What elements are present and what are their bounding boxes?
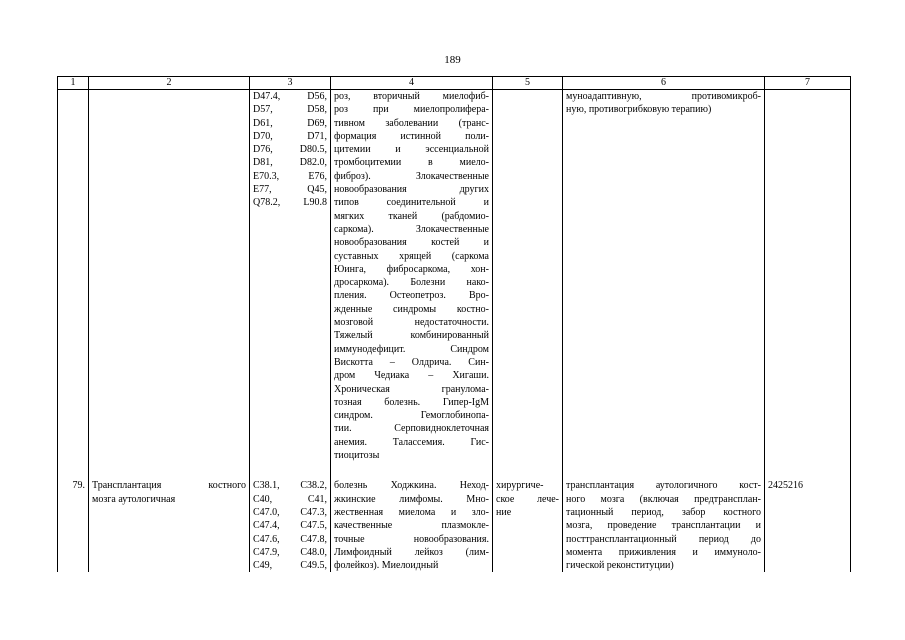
spacer-cell (250, 462, 331, 479)
service-name-cell (89, 479, 250, 572)
row-spacer (58, 462, 851, 479)
icd-codes-line: C47.6, C47.8, (253, 533, 327, 545)
column-header: 4 (331, 77, 493, 90)
column-header: 5 (493, 77, 563, 90)
patient-model-line: фиброз). Злокачественные (334, 170, 489, 182)
spacer-cell (58, 462, 89, 479)
patient-model-line: жественная миелома и зло- (334, 506, 489, 518)
treatment-method-line: ную, противогрибковую терапию) (566, 104, 712, 116)
icd-codes-line: D70, D71, (253, 130, 327, 142)
patient-model-line: пления. Остеопетроз. Вро- (334, 290, 489, 302)
patient-model-line: роз при миелопролифера- (334, 104, 489, 116)
treatment-type-line: ское лече- (496, 493, 559, 505)
patient-model-line: дросаркома). Болезни нако- (334, 277, 489, 289)
icd-codes-line: C49, C49.5, (253, 560, 327, 572)
column-header: 7 (765, 77, 851, 90)
treatment-method-line: посттрансплантационный период до (566, 533, 761, 545)
icd-codes-line: E70.3, E76, (253, 170, 327, 182)
patient-model-line: качественные плазмокле- (334, 520, 489, 532)
treatment-method-line: трансплантация аутологичного кост- (566, 480, 761, 492)
patient-model-line: формация истинной поли- (334, 130, 489, 142)
patient-model-line: фолейкоз). Миелоидный (334, 560, 439, 572)
spacer-cell (89, 462, 250, 479)
patient-model-line: Вискотта – Олдрича. Син- (334, 356, 489, 368)
patient-model-line: дром Чедиака – Хигаши. (334, 370, 489, 382)
table-row (58, 479, 851, 572)
row-number-cell (58, 90, 89, 463)
patient-model-line: точные новообразования. (334, 533, 489, 545)
treatment-type-line: ние (496, 506, 512, 518)
patient-model-line: новообразования костей и (334, 237, 489, 249)
icd-codes-line: C47.9, C48.0, (253, 546, 327, 558)
patient-model-line: тивном заболевании (транс- (334, 117, 489, 129)
row-number-cell: 79. (58, 479, 89, 572)
patient-model-line: роз, вторичный миелофиб- (334, 91, 489, 102)
treatment-type-cell (493, 90, 563, 463)
patient-model-line: Юинга, фибросаркома, хон- (334, 263, 489, 275)
treatment-method-line: гической реконституции) (566, 560, 674, 572)
spacer-cell (765, 462, 851, 479)
treatment-method-line: тационный период, забор костного (566, 506, 761, 518)
patient-model-line: тиоцитозы (334, 450, 380, 462)
treatment-method-line: момента приживления и иммуноло- (566, 546, 761, 558)
treatment-method-line: ного мозга (включая предтрансплан- (566, 493, 761, 505)
patient-model-line: мягких тканей (рабдомио- (334, 210, 489, 222)
patient-model-line: Лимфоидный лейкоз (лим- (334, 546, 489, 558)
patient-model-line: жденные синдромы костно- (334, 303, 489, 315)
icd-codes-line: C47.0, C47.3, (253, 506, 327, 518)
column-header: 6 (563, 77, 765, 90)
page-number: 189 (444, 54, 461, 66)
treatment-type-cell (493, 479, 563, 572)
patient-model-line: суставных хрящей (саркома (334, 250, 489, 262)
patient-model-line: жкинские лимфомы. Мно- (334, 493, 489, 505)
column-header: 3 (250, 77, 331, 90)
patient-model-line: типов соединительной и (334, 197, 489, 209)
treatment-method-cell (563, 90, 765, 463)
column-header-row (58, 77, 851, 90)
treatment-method-cell (563, 479, 765, 572)
table-row (58, 90, 851, 463)
patient-model-line: Тяжелый комбинированный (334, 330, 489, 342)
medical-care-table (57, 76, 851, 572)
patient-model-line: иммунодефицит. Синдром (334, 343, 489, 355)
icd-codes-line: D76, D80.5, (253, 144, 327, 156)
patient-model-line: цитемии и эссенциальной (334, 144, 489, 156)
patient-model-cell (331, 90, 493, 463)
patient-model-line: тромбоцитемии в миело- (334, 157, 489, 169)
spacer-cell (563, 462, 765, 479)
treatment-type-line: хирургиче- (496, 480, 544, 492)
patient-model-line: анемия. Талассемия. Гис- (334, 436, 489, 448)
treatment-method-line: муноадаптивную, противомикроб- (566, 91, 761, 102)
patient-model-line: мозговой недостаточности. (334, 317, 489, 329)
spacer-cell (493, 462, 563, 479)
patient-model-line: Хроническая грануломa- (334, 383, 489, 395)
patient-model-cell (331, 479, 493, 572)
icd-codes-line: D57, D58, (253, 104, 327, 116)
table-body (58, 90, 851, 573)
patient-model-line: болезнь Ходжкина. Неход- (334, 480, 489, 492)
standard-cost-cell: 2425216 (765, 479, 851, 572)
icd-codes-line: D81, D82.0, (253, 157, 327, 169)
patient-model-line: саркома). Злокачественные (334, 223, 489, 235)
patient-model-line: синдром. Гемоглобинопа- (334, 410, 489, 422)
patient-model-line: новообразования других (334, 184, 489, 196)
service-name-line: Трансплантация костного (92, 480, 246, 492)
icd-codes-cell (250, 479, 331, 572)
icd-codes-cell (250, 90, 331, 463)
service-name-line: мозга аутологичная (92, 493, 176, 505)
service-name-cell (89, 90, 250, 463)
patient-model-line: тозная болезнь. Гипер-IgM (334, 396, 489, 408)
icd-codes-line: C47.4, C47.5, (253, 520, 327, 532)
icd-codes-line: C38.1, C38.2, (253, 480, 327, 492)
icd-codes-line: D47.4, D56, (253, 91, 327, 102)
column-header: 1 (58, 77, 89, 90)
spacer-cell (331, 462, 493, 479)
icd-codes-line: C40, C41, (253, 493, 327, 505)
icd-codes-line: Q78.2, L90.8 (253, 197, 327, 209)
treatment-method-line: мозга, проведение трансплантации и (566, 520, 761, 532)
patient-model-line: тии. Серповидноклеточная (334, 423, 489, 435)
icd-codes-line: D61, D69, (253, 117, 327, 129)
column-header: 2 (89, 77, 250, 90)
standard-cost-cell (765, 90, 851, 463)
icd-codes-line: E77, Q45, (253, 184, 327, 196)
